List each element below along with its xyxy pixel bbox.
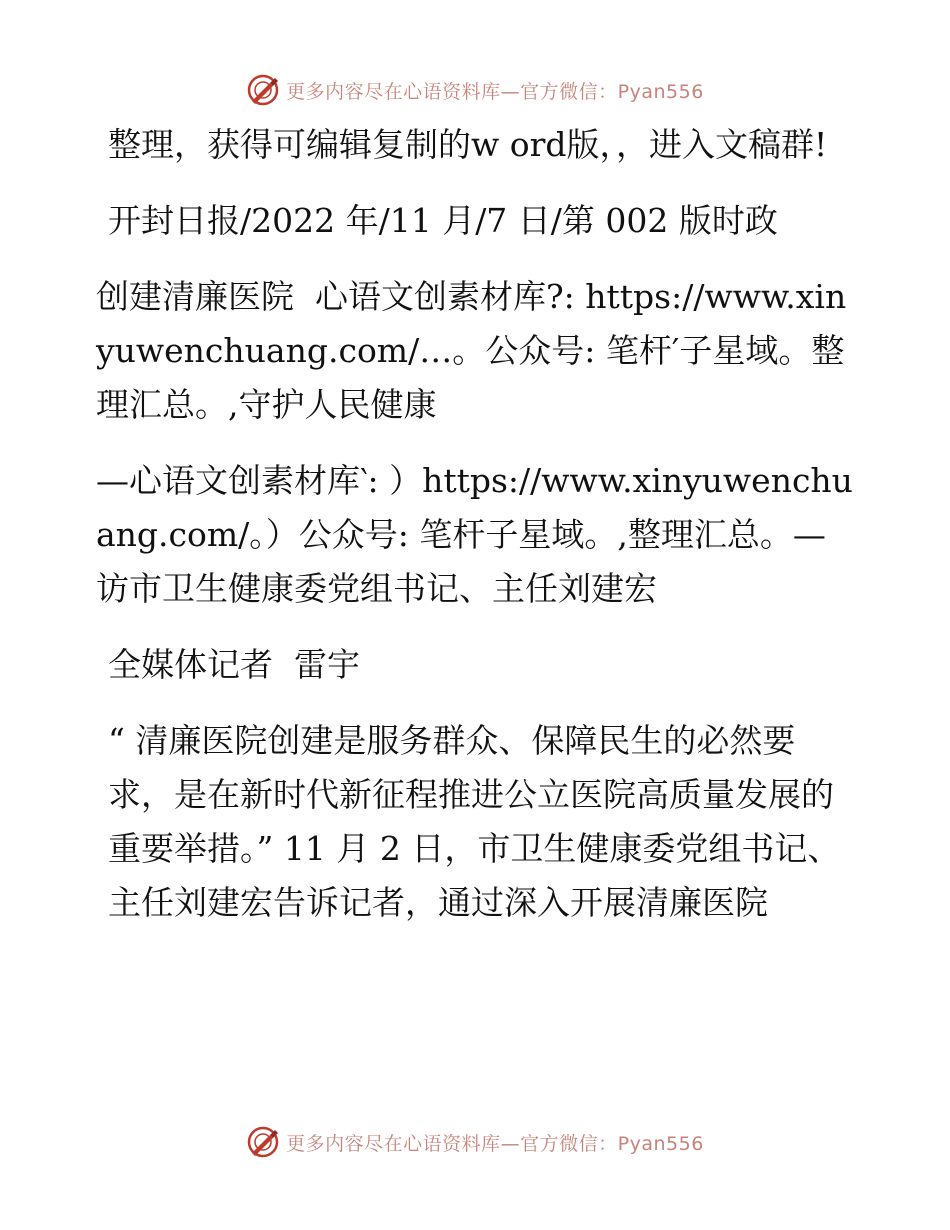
header-banner [0, 72, 950, 108]
paragraph: 创建清廉医院 心语文创素材库?: https://www.xinyuwenchuang.com/…。公众号: 笔杆′子星域。整理汇总。,守护人民健康 [96, 277, 847, 424]
banner-text: 更多内容尽在心语资料库—官方微信：Pyan556 [286, 80, 704, 103]
pen-logo-icon [246, 73, 280, 107]
pen-logo-icon [246, 1125, 280, 1159]
paragraph: 开封日报/2022 年/11 月/7 日/第 002 版时政 [108, 201, 778, 240]
footer-banner [0, 1124, 950, 1160]
document-body [96, 118, 856, 952]
paragraph: —心语文创素材库‵: ）https://www.xinyuwenchuang.com/。）公众号: 笔杆子星域。,整理汇总。—访市卫生健康委党组书记、主任刘建宏 [96, 461, 853, 608]
paragraph: 整理，获得可编辑复制的w ord版，，进入文稿群! [108, 125, 828, 164]
paragraph: 全媒体记者 雷宇 [108, 645, 360, 684]
banner-text: 更多内容尽在心语资料库—官方微信：Pyan556 [286, 1132, 704, 1155]
paragraph: “ 清廉医院创建是服务群众、保障民生的必然要求，是在新时代新征程推进公立医院高质量发展的重要举措。” 11 月 2 日，市卫生健康委党组书记、主任刘建宏告诉记者，通过深入开展清廉医院 [108, 721, 841, 922]
